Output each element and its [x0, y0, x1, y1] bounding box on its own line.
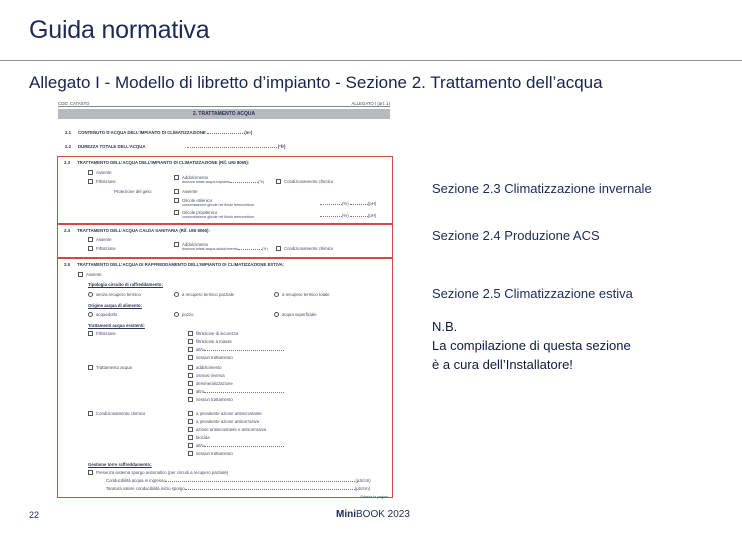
section-2-4-box — [57, 224, 393, 258]
glicole-etilenico: Glicole etilenico — [174, 198, 212, 203]
annotation-2-4: Sezione 2.4 Produzione ACS — [432, 228, 600, 243]
opt-filtrazione: Filtrazione — [88, 179, 116, 184]
estiva-assente: Assente — [78, 272, 102, 277]
section-bar: 2. TRATTAMENTO ACQUA — [58, 109, 390, 119]
filt-item-0: filtrazione di sicurezza — [188, 331, 238, 336]
row-2-5-title: 2.5 TRATTAMENTO DELL’ACQUA DI RAFFREDDAMENTO DELL’IMPIANTO DI CLIMATIZZAZIONE ESTIVA: — [64, 262, 285, 267]
addolcimento-note: durezza totale acqua impianto (°fr) — [182, 180, 264, 184]
trattamento-acqua-group: Trattamento acqua — [88, 365, 132, 370]
pozzo: pozzo — [174, 312, 193, 317]
trattamenti-label: Trattamenti acqua esistenti: — [88, 323, 145, 328]
tratt-item-4: nessun trattamento — [188, 397, 233, 402]
header-line — [58, 106, 390, 107]
presenza-spurgo: Presenza sistema spurgo automatico (per circuiti a recupero parziale) — [88, 470, 228, 475]
page-number: 22 — [29, 510, 40, 520]
form-image — [53, 100, 396, 498]
filt-item-1: filtrazione a masse — [188, 339, 232, 344]
origine-label: Origine acqua di alimento: — [88, 303, 142, 308]
acs-addolcimento-note: durezza totale acqua addolcimento (°fr) — [182, 247, 268, 251]
row-2-3-title: 2.3 TRATTAMENTO DELL’ACQUA DELL’IMPIANTO DI CLIMATIZZAZIONE (Rif. UNI 8065): — [64, 160, 250, 165]
cond-item-0: a prevalente azione antincrostante — [188, 411, 262, 416]
cond-item-3: biocida — [188, 435, 210, 440]
glicole-etilenico-note: concentrazione glicole nel fluido termovettore — [182, 203, 255, 207]
cod-catasto: COD. CATASTO — [58, 101, 90, 106]
nb-note — [432, 317, 631, 374]
section-2-3-box — [57, 156, 393, 224]
acquedotto: acquedotto — [88, 312, 117, 317]
cond-item-5: nessun trattamento — [188, 451, 233, 456]
taratura-row: Taratura valore conducibilità inizio spurgo (µS/cm) — [106, 486, 370, 491]
etilenico-values: (%) (pH) — [320, 201, 376, 206]
acs-condizionamento: Condizionamento chimico — [276, 246, 333, 251]
section-2-5-box — [57, 258, 393, 498]
acs-filtrazione: Filtrazione — [88, 246, 116, 251]
row-2-2: 2.2 DUREZZA TOTALE DELL’ACQUA (°fr) — [65, 144, 286, 149]
nb-title: N.B. — [432, 319, 458, 334]
propilenico-values: (%) (pH) — [320, 213, 376, 218]
tratt-item-1: osmosi inversa — [188, 373, 225, 378]
row-2-1: 2.1 CONTENUTO D’ACQUA DELL’IMPIANTO DI CLIMATIZZAZIONE (m³) — [65, 130, 253, 135]
row-2-4-title: 2.4 TRATTAMENTO DELL’ACQUA CALDA SANITARIA (Rif. UNI 8065): — [64, 228, 210, 233]
conducibilita-row: Conducibilità acqua in ingresso (µS/cm) — [106, 478, 371, 483]
gelo-assente: Assente — [174, 189, 198, 194]
slide-title: Guida normativa — [29, 16, 210, 44]
condizionamento-group: Condizionamento chimico — [88, 411, 145, 416]
protezione-gelo-label: Protezione del gelo: — [114, 189, 152, 194]
tratt-item-3: altro — [188, 389, 284, 394]
acs-addolcimento: Addolcimento — [174, 242, 208, 247]
tratt-item-2: demineralizzazione — [188, 381, 233, 386]
title-divider — [0, 60, 742, 61]
footer-brand: MiniBOOK 2023 — [336, 509, 410, 520]
nb-line-1: La compilazione di questa sezione — [432, 338, 631, 353]
filt-item-3: nessun trattamento — [188, 355, 233, 360]
annotation-2-5: Sezione 2.5 Climatizzazione estiva — [432, 286, 633, 301]
recupero-parziale: a recupero termico parziale — [174, 292, 234, 297]
opt-assente: Assente — [88, 170, 112, 175]
filtrazione-group: Filtrazione — [88, 331, 116, 336]
cond-item-1: a prevalente azione anticorrosiva — [188, 419, 259, 424]
opt-condizionamento: Condizionamento chimico — [276, 179, 333, 184]
tratt-item-0: addolcimento — [188, 365, 222, 370]
annotation-2-3: Sezione 2.3 Climatizzazione invernale — [432, 181, 652, 196]
filt-item-2: altro — [188, 347, 284, 352]
continua-note: ← Scheda in pagina — [355, 495, 388, 499]
senza-recupero: senza recupero termico — [88, 292, 141, 297]
glicole-propilenico: Glicole propilenico — [174, 210, 217, 215]
allegato-label: ALLEGATO I (art. 1) — [351, 101, 390, 106]
opt-addolcimento: Addolcimento — [174, 175, 208, 180]
cond-item-4: altro — [188, 443, 284, 448]
slide-subtitle: Allegato I - Modello di libretto d’impianto - Sezione 2. Trattamento dell’acqua — [29, 73, 603, 92]
acqua-superficiale: acqua superficiale — [274, 312, 317, 317]
recupero-totale: a recupero termico totale — [274, 292, 330, 297]
acs-assente: Assente — [88, 237, 112, 242]
nb-line-2: è a cura dell’Installatore! — [432, 357, 573, 372]
form-header — [53, 100, 396, 122]
gestione-label: Gestione torre raffreddamento: — [88, 462, 152, 467]
glicole-propilenico-note: concentrazione glicole nel fluido termovettore — [182, 215, 255, 219]
tipologia-label: Tipologia circuito di raffreddamento: — [88, 282, 163, 287]
cond-item-2: azione antincrostante e anticorrosiva — [188, 427, 266, 432]
